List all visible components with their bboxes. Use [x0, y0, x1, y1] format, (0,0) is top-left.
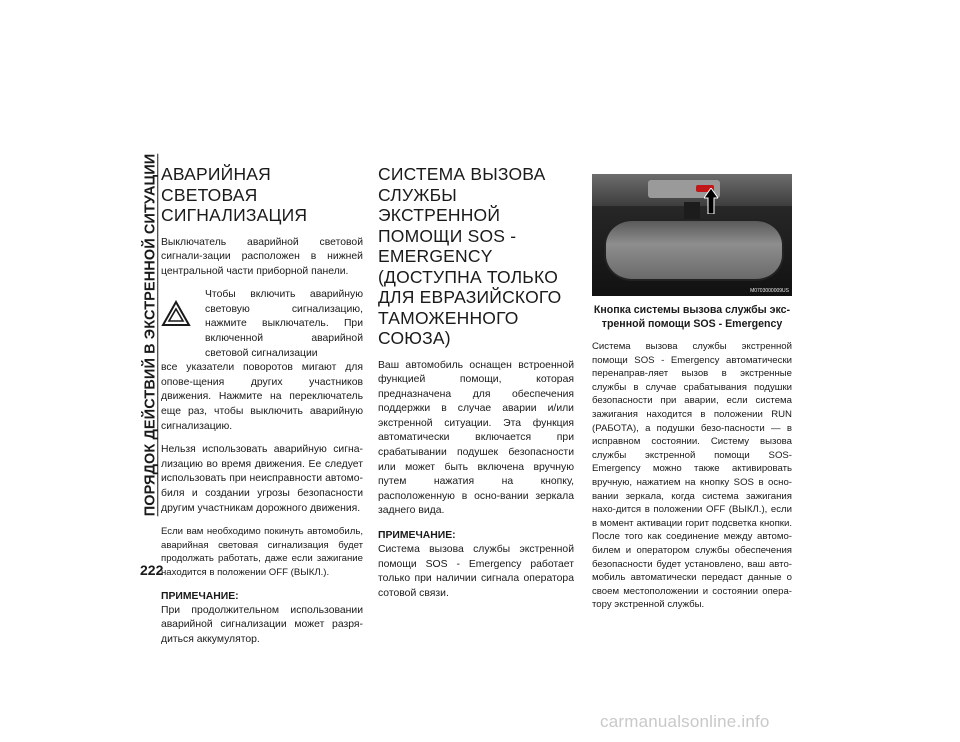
column-sos-system: [378, 164, 574, 610]
rearview-mirror: [604, 219, 784, 281]
paragraph-leaving-vehicle: Если вам необходимо покинуть автомобиль, аварийная световая сигнализация будет продолжать работать, даже если зажигание находится в положении OFF (ВЫКЛ.).: [161, 526, 363, 578]
paragraph-sos-description: Ваш автомобиль оснащен встроенной функцией помощи, которая предназначена для обеспечения поддержки в случае аварии и/или экстренной ситуации. Эта функция автоматически включается при срабатывании подушек безопасности или может быть включена вручную путем нажатия на кнопку, расположенную в осно-вании зеркала заднего вида.: [378, 359, 574, 517]
heading-hazard-lights: АВАРИЙНАЯ СВЕТОВАЯ СИГНАЛИЗАЦИЯ: [161, 164, 308, 225]
column-hazard-lights: [161, 164, 363, 656]
section-title-vertical: [139, 153, 161, 517]
sos-button-photo: [592, 174, 792, 296]
heading-sos-system: СИСТЕМА ВЫЗОВА СЛУЖБЫ ЭКСТРЕННОЙ ПОМОЩИ SOS - EMERGENCY (ДОСТУПНА ТОЛЬКО ДЛЯ ЕВРАЗИЙСКОГО ТАМОЖЕННОГО СОЮЗА): [378, 164, 562, 348]
paragraph-sos-operation: Система вызова службы экстренной помощи SOS - Emergency автоматически перенаправ-ляет вызов в экстренные службы в случае срабатывания подушки безопасности при аварии, если система зажигания находится в положении RUN (РАБОТА), а подушки безо-пасности — в исправном состоянии. Систему вызова службы экстренной помощи SOS-Emergency можно также активировать вручную, нажатием на кнопку SOS в осно-вании зеркала, когда система зажигания нахо-дится в положении OFF (ВЫКЛ.), если в момент активации горит подсветка кнопки. После того как соединение между автомо-билем и оператором службы обеспечения безопасности будет установлено, ваш авто-мобиль автоматически передаст данные о своем местоположении и состоянии опера-тору экстренной службы.: [592, 341, 792, 611]
section-title-text: ПОРЯДОК ДЕЙСТВИЙ В ЭКСТРЕННОЙ СИТУАЦИИ: [142, 153, 158, 517]
page-number: 222: [140, 562, 164, 578]
note-title: ПРИМЕЧАНИЕ:: [378, 530, 456, 542]
paragraph-hazard-usage: Нельзя использовать аварийную сигна-лизацию во время движения. Ее следует использовать при неисправности автомо-биля и создании угрозы безопасности другим участникам дорожного движения.: [161, 444, 363, 514]
note-cellular: Система вызова службы экстренной помощи SOS - Emergency работает только при наличии сигнала оператора сотовой связи.: [378, 544, 574, 599]
figure-caption: Кнопка системы вызова службы экс-тренной помощи SOS - Emergency: [593, 304, 791, 330]
paragraph-switch-location: Выключатель аварийной световой сигнали-зации расположен в нижней центральной части приборной панели.: [161, 236, 363, 277]
hazard-warning-icon: [161, 288, 197, 370]
note-title: ПРИМЕЧАНИЕ:: [161, 590, 239, 602]
column-sos-button: [592, 164, 792, 621]
pointer-arrow-icon: [704, 188, 718, 214]
hazard-instruction-block: [161, 288, 363, 370]
paragraph-hazard-instruction: Чтобы включить аварийную световую сигнализацию, нажмите выключатель. При включенной аварийной световой сигнализации: [205, 289, 363, 359]
watermark: carmanualsonline.info: [600, 712, 770, 731]
image-code: M0703000009US: [750, 288, 789, 294]
paragraph-hazard-instruction-cont: все указатели поворотов мигают для опове-щения других участников движения. Нажмите на переключатель еще раз, чтобы выключить аварийную сигнализацию.: [161, 362, 363, 432]
note-battery: При продолжительном использовании аварийной сигнализации может разря-диться аккумулятор.: [161, 604, 363, 645]
